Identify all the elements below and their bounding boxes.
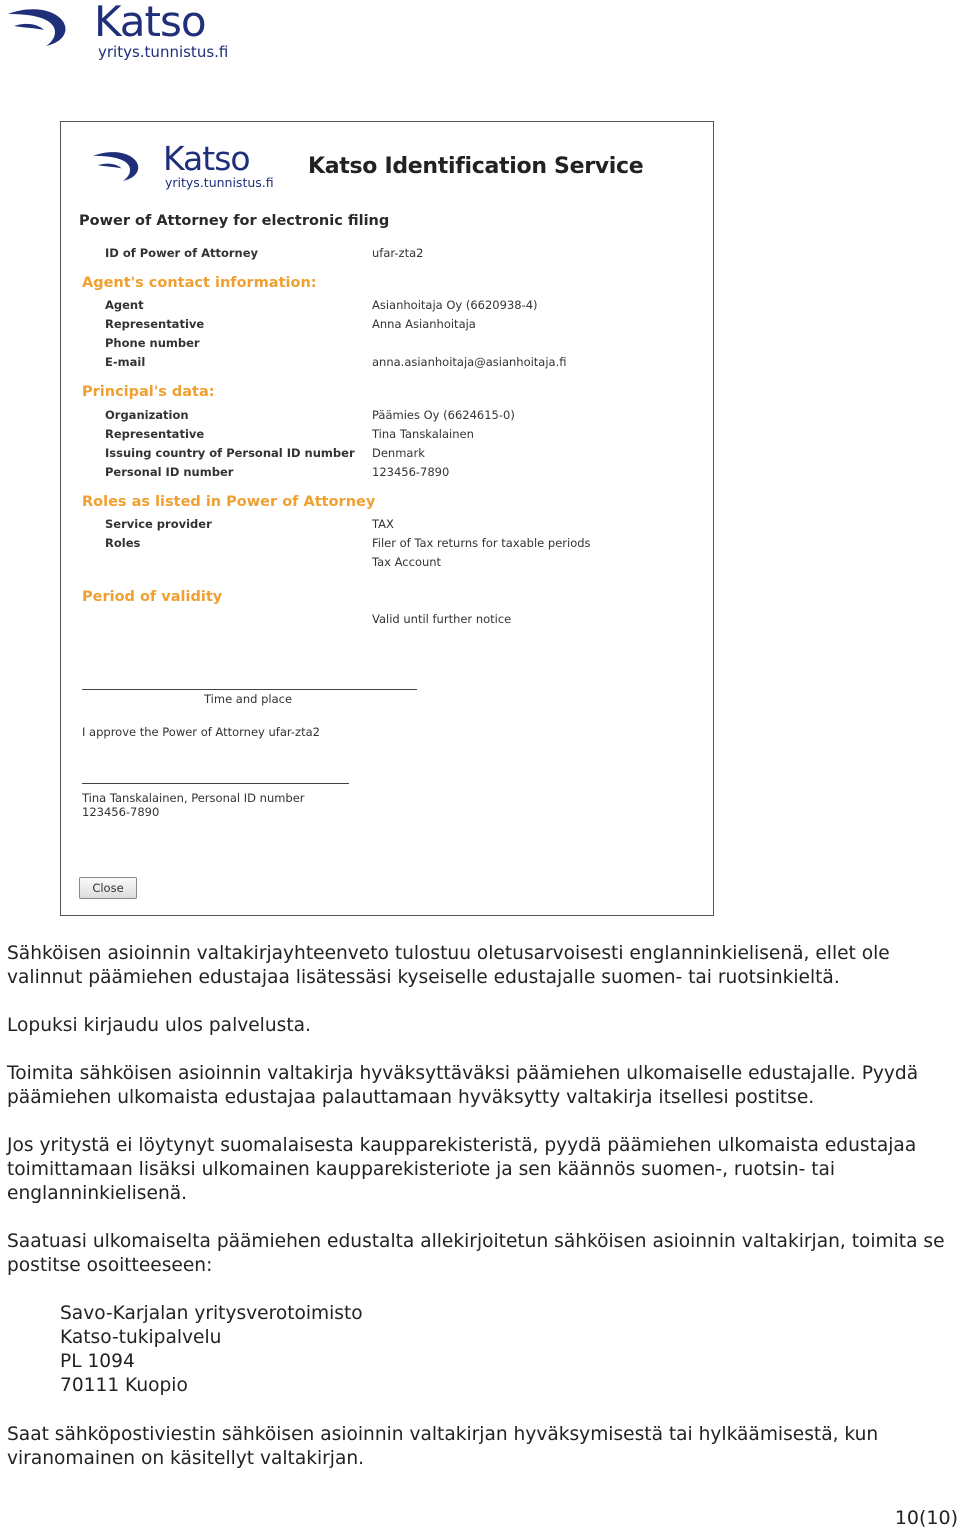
time-place-signature-line — [82, 689, 417, 690]
roles-section-heading: Roles as listed in Power of Attorney — [82, 494, 376, 510]
validity-section-heading: Period of validity — [82, 589, 223, 605]
poa-title: Power of Attorney for electronic filing — [79, 213, 390, 229]
logo-subtitle: yritys.tunnistus.fi — [165, 175, 274, 190]
page-number: 10(10) — [894, 1507, 958, 1529]
close-button[interactable]: Close — [79, 877, 137, 899]
agent-representative-label: Representative — [105, 317, 205, 331]
roles-label: Roles — [105, 536, 141, 550]
paragraph-logout: Lopuksi kirjaudu ulos palvelusta. — [7, 1015, 311, 1036]
paragraph-print-language: Sähköisen asioinnin valtakirjayhteenveto tulostuu oletusarvoisesti englanninkielisenä, ellet ole valinnut päämiehen edustajaa lisätessäsi kyseiselle edustajalle suomen- tai ruotsinkieltä. — [7, 943, 890, 988]
email-label: E-mail — [105, 355, 146, 369]
issuing-country-value: Denmark — [372, 446, 425, 460]
principal-representative-label: Representative — [105, 427, 205, 441]
personal-id-value: 123456-7890 — [372, 465, 450, 479]
role-item: Tax Account — [372, 555, 442, 569]
address-line: 70111 Kuopio — [60, 1375, 188, 1396]
address-line: Katso-tukipalvelu — [60, 1327, 222, 1348]
paragraph-trade-register: Jos yritystä ei löytynyt suomalaisesta kaupparekisteristä, pyydä päämiehen ulkomaista edustajaa toimittamaan lisäksi ulkomainen kaupparekisteriote ja sen käännös suomen-, ruotsin- tai englanninkielisenä. — [7, 1135, 917, 1204]
personal-id-label: Personal ID number — [105, 465, 234, 479]
service-provider-label: Service provider — [105, 517, 212, 531]
katso-swoosh-icon — [91, 148, 155, 184]
organization-label: Organization — [105, 408, 189, 422]
paragraph-send-by-post: Saatuasi ulkomaiselta päämiehen edustalta allekirjoitetun sähköisen asioinnin valtakirjan, toimita se postitse osoitteeseen: — [7, 1231, 945, 1276]
time-place-label: Time and place — [204, 692, 293, 706]
phone-label: Phone number — [105, 336, 200, 350]
principal-section-heading: Principal's data: — [82, 384, 215, 400]
agent-label: Agent — [105, 298, 144, 312]
katso-frame-logo — [91, 139, 274, 190]
agent-value: Asianhoitaja Oy (6620938-4) — [372, 298, 538, 312]
approve-statement: I approve the Power of Attorney ufar-zta2 — [82, 725, 320, 739]
issuing-country-label: Issuing country of Personal ID number — [105, 446, 355, 460]
signer-signature-line — [82, 783, 349, 784]
email-value: anna.asianhoitaja@asianhoitaja.fi — [372, 355, 567, 369]
address-line: PL 1094 — [60, 1351, 135, 1372]
paragraph-deliver-poa: Toimita sähköisen asioinnin valtakirja hyväksyttäväksi päämiehen ulkomaiselle edustajalle. Pyydä päämiehen ulkomaista edustajaa palauttamaan hyväksytty valtakirja itsellesi postitse. — [7, 1063, 919, 1108]
katso-swoosh-icon — [6, 4, 86, 50]
signer-name: Tina Tanskalainen, Personal ID number — [82, 791, 305, 805]
katso-header-logo — [6, 0, 228, 60]
role-item: Filer of Tax returns for taxable periods — [372, 536, 591, 550]
poa-id-label: ID of Power of Attorney — [105, 246, 259, 260]
logo-subtitle: yritys.tunnistus.fi — [98, 43, 229, 61]
validity-value: Valid until further notice — [372, 612, 512, 626]
signer-id: 123456-7890 — [82, 805, 160, 819]
organization-value: Päämies Oy (6624615-0) — [372, 408, 515, 422]
poa-id-value: ufar-zta2 — [372, 246, 424, 260]
address-line: Savo-Karjalan yritysverotoimisto — [60, 1303, 363, 1324]
logo-wordmark: Katso — [94, 0, 206, 46]
principal-representative-value: Tina Tanskalainen — [372, 427, 474, 441]
service-title: Katso Identification Service — [308, 154, 644, 179]
poa-summary-screenshot — [60, 121, 714, 916]
agent-section-heading: Agent's contact information: — [82, 275, 317, 291]
logo-wordmark: Katso — [163, 139, 250, 178]
agent-representative-value: Anna Asianhoitaja — [372, 317, 476, 331]
paragraph-email-notice: Saat sähköpostiviestin sähköisen asioinnin valtakirjan hyväksymisestä tai hylkäämisestä, kun viranomainen on käsitellyt valtakirjan. — [7, 1424, 879, 1469]
service-provider-value: TAX — [372, 517, 394, 531]
